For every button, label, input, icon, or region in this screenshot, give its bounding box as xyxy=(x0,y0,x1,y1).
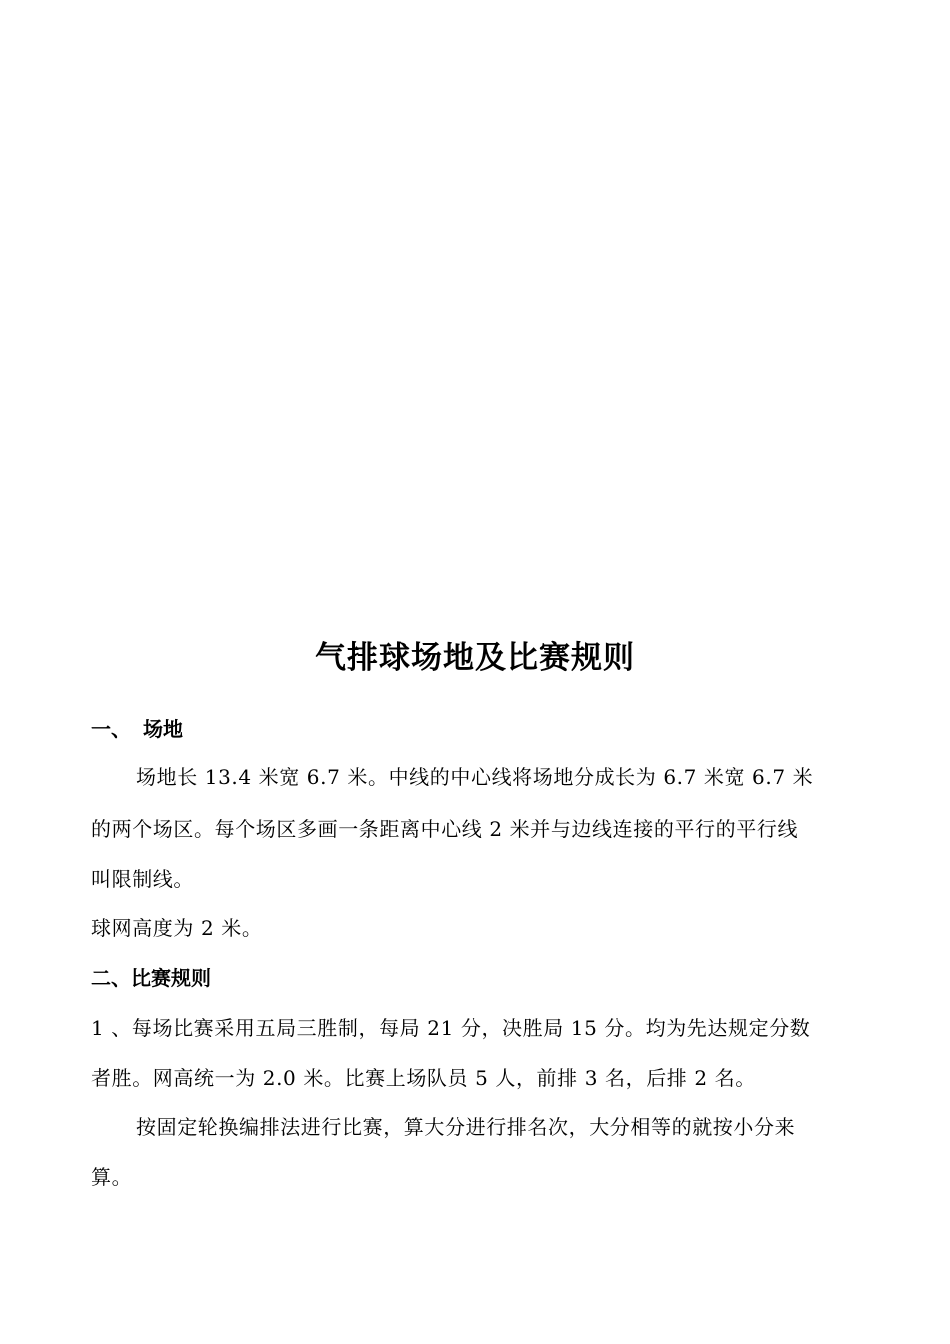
paragraph-line: 的两个场区。每个场区多画一条距离中心线 2 米并与边线连接的平行的平行线 xyxy=(91,817,799,841)
paragraph-line: 叫限制线。 xyxy=(91,867,194,891)
paragraph-line: 场地长 13.4 米宽 6.7 米。中线的中心线将场地分成长为 6.7 米宽 6.7 米 xyxy=(136,765,814,789)
paragraph-line: 者胜。网高统一为 2.0 米。比赛上场队员 5 人，前排 3 名，后排 2 名。 xyxy=(91,1066,756,1090)
section-heading-venue xyxy=(91,714,183,744)
document-title: 气排球场地及比赛规则 xyxy=(315,640,635,676)
section-heading-rules: 二、比赛规则 xyxy=(91,966,211,990)
paragraph-line: 球网高度为 2 米。 xyxy=(91,916,263,940)
section-title: 场地 xyxy=(143,717,183,741)
paragraph-line: 按固定轮换编排法进行比赛，算大分进行排名次，大分相等的就按小分来 xyxy=(136,1115,796,1139)
section-number: 一、 xyxy=(91,717,131,741)
paragraph-line: 算。 xyxy=(91,1165,133,1189)
paragraph-line: 1 、每场比赛采用五局三胜制，每局 21 分，决胜局 15 分。均为先达规定分数 xyxy=(91,1016,811,1040)
